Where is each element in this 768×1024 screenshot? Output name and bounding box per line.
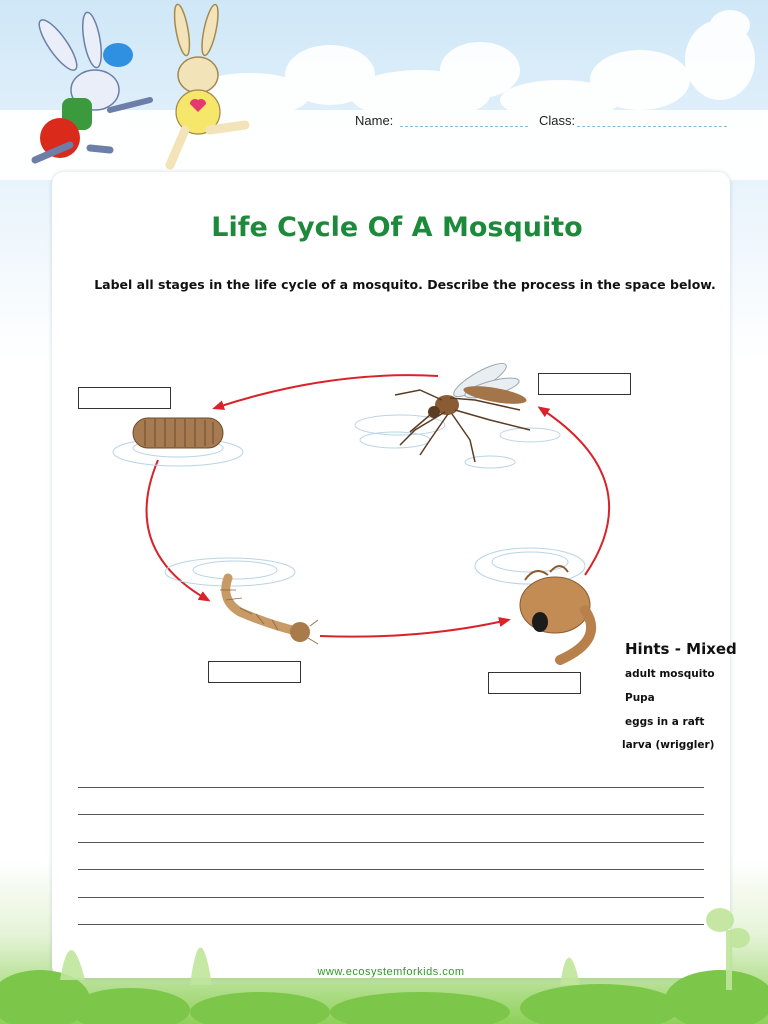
writing-line[interactable] bbox=[78, 869, 704, 870]
label-box-eggs[interactable] bbox=[78, 387, 171, 409]
hint-item: larva (wriggler) bbox=[622, 739, 715, 751]
writing-line[interactable] bbox=[78, 787, 704, 788]
egg-raft-illustration bbox=[113, 418, 243, 466]
pupa-illustration bbox=[475, 548, 591, 660]
worksheet-instruction: Label all stages in the life cycle of a mosquito. Describe the process in the space below. bbox=[94, 277, 716, 292]
class-label: Class: bbox=[539, 113, 576, 128]
label-box-pupa[interactable] bbox=[488, 672, 581, 694]
arrow-larva-to-pupa bbox=[320, 620, 508, 637]
worksheet-title: Life Cycle Of A Mosquito bbox=[211, 212, 583, 243]
arrow-pupa-to-adult bbox=[540, 408, 609, 575]
arrow-adult-to-eggs bbox=[215, 375, 438, 408]
writing-line[interactable] bbox=[78, 842, 704, 843]
larva-illustration bbox=[165, 558, 318, 644]
hints-title: Hints - Mixed bbox=[625, 640, 737, 658]
writing-line[interactable] bbox=[78, 897, 704, 898]
label-box-larva[interactable] bbox=[208, 661, 301, 683]
label-box-adult[interactable] bbox=[538, 373, 631, 395]
writing-line[interactable] bbox=[78, 814, 704, 815]
hint-item: Pupa bbox=[625, 692, 655, 704]
name-label: Name: bbox=[355, 113, 394, 128]
arrow-eggs-to-larva bbox=[147, 460, 208, 600]
hint-item: adult mosquito bbox=[625, 668, 715, 680]
adult-mosquito-illustration bbox=[355, 358, 560, 468]
website-link[interactable]: www.ecosystemforkids.com bbox=[317, 966, 465, 978]
plants-decoration bbox=[0, 900, 768, 1024]
hint-item: eggs in a raft bbox=[625, 716, 705, 728]
